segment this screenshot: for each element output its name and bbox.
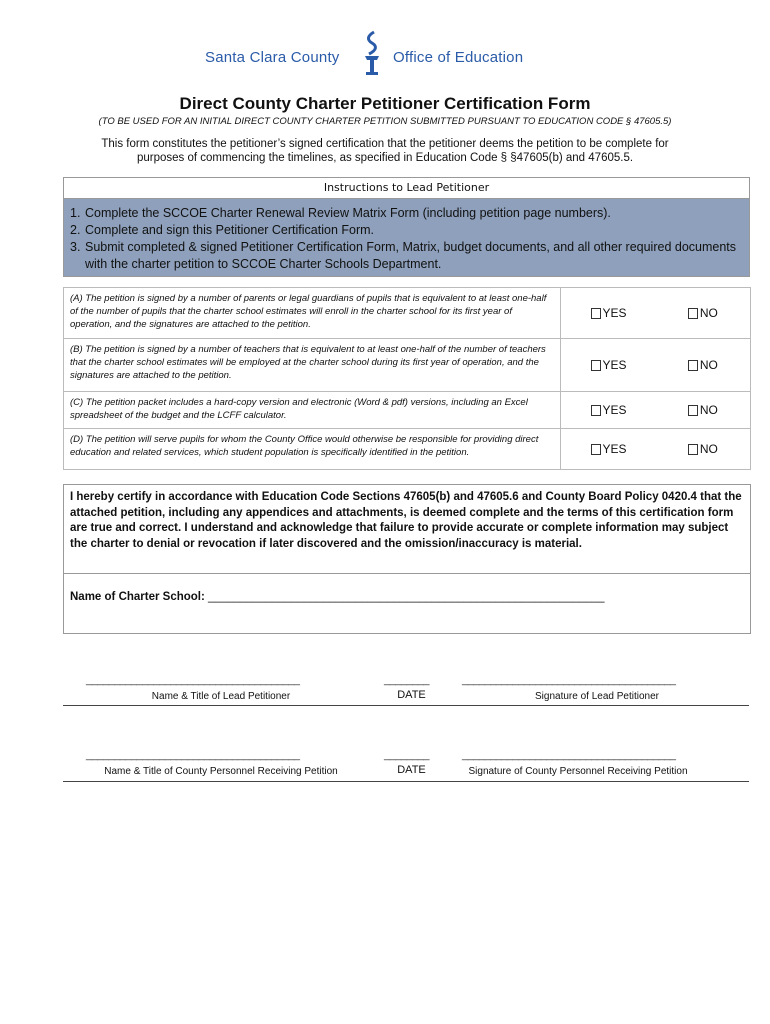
- checkbox-icon: [591, 405, 601, 416]
- instruction-number: 2.: [70, 223, 81, 237]
- no-label: NO: [699, 358, 718, 372]
- instruction-item: [70, 222, 743, 239]
- lead-name-label: Name & Title of Lead Petitioner: [151, 691, 291, 702]
- lead-signature-label: Signature of Lead Petitioner: [535, 691, 659, 702]
- checkbox-icon: [591, 444, 601, 455]
- instruction-number: 1.: [70, 206, 81, 220]
- yes-checkbox[interactable]: [561, 392, 655, 428]
- criteria-text: (A) The petition is signed by a number of parents or legal guardians of pupils that is equivalent to at least one-half of the number of pupils that the charter school estimates will enroll in the charter school for its first year of operation, and the signatures are attached to the petition.: [64, 288, 561, 338]
- no-label: NO: [699, 306, 718, 320]
- instruction-item: [70, 239, 743, 273]
- instruction-number: 3.: [70, 240, 81, 254]
- certification-statement: I hereby certify in accordance with Education Code Sections 47605(b) and 47605.6 and County Board Policy 0420.4 that the attached petition, including any appendices and attachments, is deemed complete and the terms of this certification form are true and correct. I understand and acknowledge that failure to provide accurate or complete information may subject the charter to denial or revocation if later discovered and the omission/inaccuracy is material.: [64, 485, 750, 574]
- certification-box: [63, 484, 751, 634]
- county-date-line[interactable]: ________: [384, 749, 429, 761]
- criteria-row-c: [64, 391, 750, 428]
- instruction-text: Submit completed & signed Petitioner Certification Form, Matrix, budget documents, and all other required documents with the charter petition to SCCOE Charter Schools Department.: [85, 240, 737, 271]
- criteria-row-b: [64, 338, 750, 391]
- divider: [63, 781, 749, 782]
- lead-signature-line[interactable]: ______________________________________: [462, 674, 676, 686]
- form-intro: This form constitutes the petitioner’s signed certification that the petitioner deems the petition to be complete for purposes of commencing the timelines, as specified in Education Code § §47605(b) and 47605.5.: [101, 138, 669, 164]
- yes-label: YES: [602, 358, 627, 372]
- no-checkbox[interactable]: [656, 339, 750, 391]
- criteria-row-d: [64, 428, 750, 469]
- yes-checkbox[interactable]: [561, 288, 655, 338]
- county-signature-label: Signature of County Personnel Receiving Petition: [468, 766, 688, 777]
- lead-date-line[interactable]: ________: [384, 674, 429, 686]
- checkbox-icon: [688, 405, 698, 416]
- instruction-text: Complete the SCCOE Charter Renewal Review Matrix Form (including petition page numbers).: [85, 206, 611, 220]
- yes-label: YES: [602, 403, 627, 417]
- logo-text-office: Office of Education: [393, 49, 524, 66]
- county-name-line[interactable]: ______________________________________: [86, 749, 300, 761]
- yes-label: YES: [602, 306, 627, 320]
- criteria-row-a: [64, 288, 750, 338]
- no-checkbox[interactable]: [656, 429, 750, 469]
- charter-school-name-field[interactable]: [64, 574, 750, 603]
- yes-checkbox[interactable]: [561, 339, 655, 391]
- criteria-table: [63, 287, 751, 470]
- form-subtitle: (TO BE USED FOR AN INITIAL DIRECT COUNTY CHARTER PETITION SUBMITTED PURSUANT TO EDUCATION CODE § 47605.5): [98, 116, 672, 127]
- no-label: NO: [699, 442, 718, 456]
- charter-school-line: ______________________________________________________________: [208, 591, 605, 603]
- checkbox-icon: [591, 360, 601, 371]
- no-label: NO: [699, 403, 718, 417]
- lead-name-line[interactable]: ______________________________________: [86, 674, 300, 686]
- criteria-text: (C) The petition packet includes a hard-copy version and electronic (Word & pdf) versions, including an Excel spreadsheet of the budget and the LCFF calculator.: [64, 392, 561, 428]
- instructions-box: [63, 177, 750, 277]
- instructions-heading: Instructions to Lead Petitioner: [64, 178, 749, 199]
- county-name-label: Name & Title of County Personnel Receiving Petition: [104, 766, 338, 777]
- lead-date-label: DATE: [397, 689, 426, 701]
- county-date-label: DATE: [397, 764, 426, 776]
- instruction-text: Complete and sign this Petitioner Certification Form.: [85, 223, 375, 237]
- instructions-list: [64, 199, 749, 276]
- yes-label: YES: [602, 442, 627, 456]
- divider: [63, 705, 749, 706]
- checkbox-icon: [688, 444, 698, 455]
- yes-checkbox[interactable]: [561, 429, 655, 469]
- criteria-text: (B) The petition is signed by a number of teachers that is equivalent to at least one-half of the number of teachers that the charter school estimates will be employed at the charter school during its first year of operation, and the signatures are attached to the petition.: [64, 339, 561, 391]
- torch-logo-icon: [357, 30, 387, 78]
- logo-text-county: Santa Clara County: [205, 49, 340, 66]
- criteria-text: (D) The petition will serve pupils for whom the County Office would otherwise be responsible for providing direct education and related services, which student population is specifically identified in the petition.: [64, 429, 561, 469]
- checkbox-icon: [591, 308, 601, 319]
- instruction-item: [70, 205, 743, 222]
- sccoe-logo: [205, 30, 545, 78]
- county-signature-line[interactable]: ______________________________________: [462, 749, 676, 761]
- no-checkbox[interactable]: [656, 288, 750, 338]
- form-title: Direct County Charter Petitioner Certification Form: [179, 94, 591, 113]
- no-checkbox[interactable]: [656, 392, 750, 428]
- charter-school-label: Name of Charter School:: [70, 591, 205, 603]
- checkbox-icon: [688, 308, 698, 319]
- checkbox-icon: [688, 360, 698, 371]
